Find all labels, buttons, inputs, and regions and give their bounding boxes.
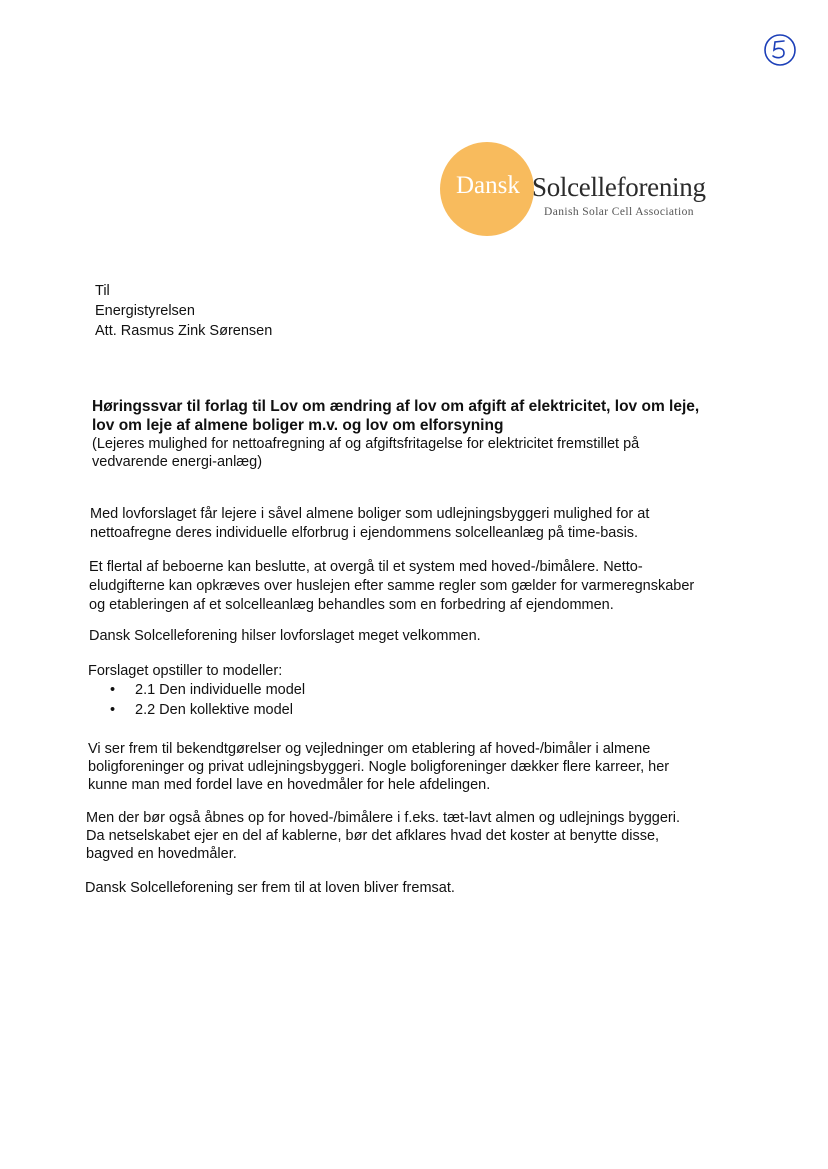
subject-title-line1: Høringssvar til forlag til Lov om ændring af lov om afgift af elektricitet, lov om leje, [92,398,700,415]
logo-text-dansk: Dansk [456,172,520,199]
paragraph-5-line2: boligforeninger og privat udlejningsbyggeri. Nogle boligforeninger dækker flere karreer, her [88,759,670,775]
paragraph-6-line3: bagved en hovedmåler. [86,846,237,862]
paragraph-5-line1: Vi ser frem til bekendtgørelser og vejledninger om etablering af hoved-/bimåler i almene [88,741,651,757]
address-attention: Att. Rasmus Zink Sørensen [95,323,273,339]
subject-title-line2: lov om leje af almene boliger m.v. og lov om elforsyning [92,417,504,434]
handwritten-page-number [762,32,798,68]
paragraph-1-line1: Med lovforslaget får lejere i såvel almene boliger som udlejningsbyggeri mulighed for at [90,506,650,522]
paragraph-2-line2: eludgifterne kan opkræves over huslejen efter samme regler som gælder for varmeregnskaber [89,578,695,594]
address-recipient: Energistyrelsen [95,303,195,319]
list-item: • 2.1 Den individuelle model [108,680,305,700]
logo-subtitle: Danish Solar Cell Association [544,206,694,218]
paragraph-6-line1: Men der bør også åbnes op for hoved-/bimålere i f.eks. tæt-lavt almen og udlejnings byggeri. [86,810,681,826]
logo-text-solcelleforening: Solcelleforening [532,172,706,202]
paragraph-4: Forslaget opstiller to modeller: [88,663,283,679]
paragraph-1-line2: nettoafregne deres individuelle elforbrug i ejendommens solcelleanlæg på time-basis. [90,525,639,541]
list-item: • 2.2 Den kollektive model [108,700,305,720]
paragraph-2-line3: og etableringen af et solcelleanlæg behandles som en forbedring af ejendommen. [89,597,614,613]
subject-sub-line2: vedvarende energi-anlæg) [92,454,263,470]
address-to: Til [95,283,110,299]
organization-logo [438,140,738,240]
paragraph-2-line1: Et flertal af beboerne kan beslutte, at overgå til et system med hoved-/bimålere. Netto- [89,559,643,575]
model-list [108,680,305,720]
paragraph-5-line3: kunne man med fordel lave en hovedmåler for hele afdelingen. [88,777,491,793]
paragraph-7: Dansk Solcelleforening ser frem til at loven bliver fremsat. [85,880,455,896]
paragraph-6-line2: Da netselskabet ejer en del af kablerne, bør det afklares hvad det koster at benytte disse, [86,828,660,844]
paragraph-3: Dansk Solcelleforening hilser lovforslaget meget velkommen. [89,628,481,644]
subject-sub-line1: (Lejeres mulighed for nettoafregning af og afgiftsfritagelse for elektricitet fremstillet på [92,436,640,452]
